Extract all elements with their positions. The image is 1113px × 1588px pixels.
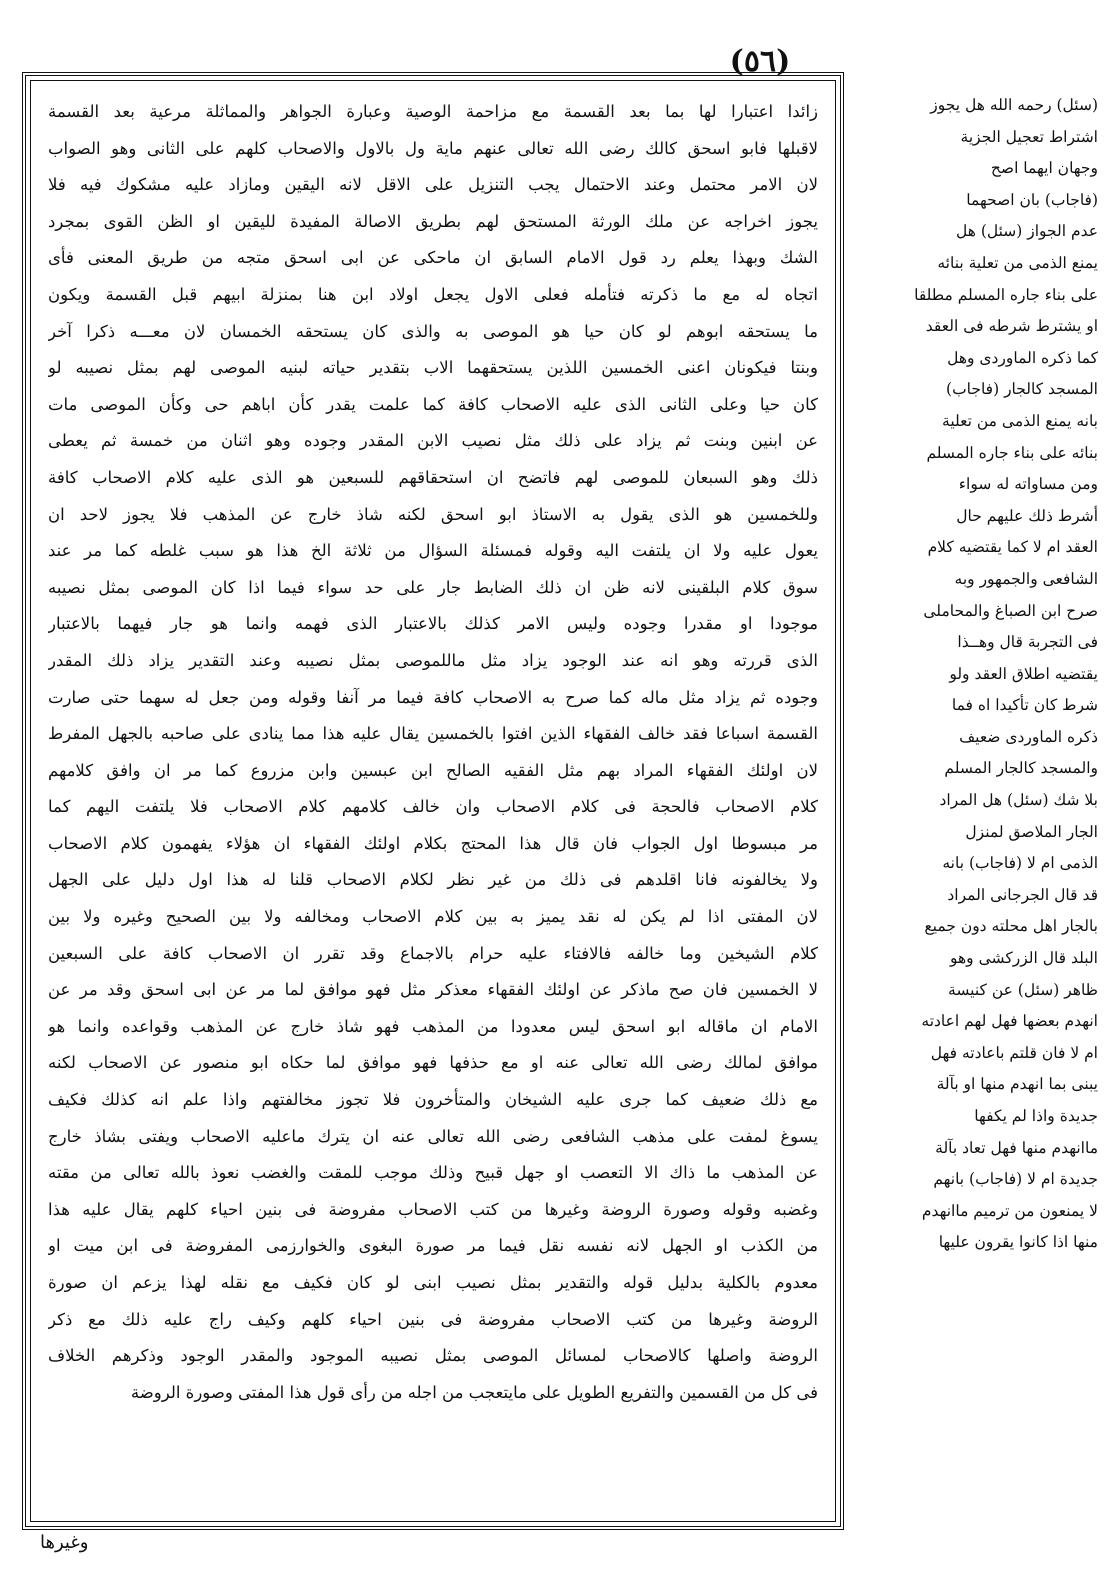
text-line: من الكذب او الجهل لانه نفسه نقل فيما مر صورة البغوى والخوارزمى المفروضة فى ابن ميت او (48, 1236, 818, 1256)
margin-line: ظاهر (سئل) عن كنيسة (948, 980, 1098, 999)
text-line: معدوم بالكلية بدليل قوله والتقدير بمثل نصيب ابنى لو كان فكيف مع نقله لهذا يزعم ان صورة (48, 1273, 818, 1292)
text-line: الشك وبهذا يعلم رد قول الامام السابق ان ماحكى عن ابى اسحق متجه من طريق المعنى فأى (48, 248, 818, 268)
margin-line: الشافعى والجمهور وبه (954, 569, 1098, 588)
text-line: وللخمسين هو الذى يقول به الاستاذ ابو اسحق لكنه شاذ خارج عن المذهب فلا يجوز لاحد ان (48, 504, 818, 524)
margin-line: كما ذكره الماوردى وهل (947, 348, 1098, 367)
text-line: لان الامر محتمل وعند الاحتمال يجب التنزيل على الاقل لانه اليقين ومازاد عليه مشكوك فيه فلا (48, 175, 818, 195)
text-line: يجوز اخراجه عن ملك الورثة المستحق لهم بطريق الاصالة المفيدة لليقين او الظن القوى بمجرد (48, 211, 818, 231)
margin-line: يقتضيه اطلاق العقد ولو (949, 664, 1098, 683)
margin-line: بنائه على بناء جاره المسلم (926, 443, 1098, 462)
margin-line: وجهان ايهما اصح (990, 159, 1098, 178)
margin-line: انهدم بعضها فهل لهم اعادته (921, 1012, 1098, 1031)
text-line: لان المفتى اذا لم يكن له نقد يميز به بين كلام الاصحاب ومخالفه ولا بين الصحيح وغيره ولا بين (48, 907, 818, 927)
text-line: الذى قررته وهو انه عند الوجود يزاد مثل ماللموصى بمثل نصيبه وعند التقدير يزاد ذلك المقدر (48, 650, 818, 670)
margin-line: ذكره الماوردى ضعيف (959, 727, 1098, 746)
main-text-frame (22, 72, 844, 1530)
text-line: ما يستحقه ابوهم لو كان حيا هو الموصى به والذى كان يستحقه الخمسان لان معـــه ذكرا آخر (48, 321, 818, 341)
text-line: مر مبسوطا اول الجواب فان قال هذا المحتج بكلام اولئك الفقهاء ان هؤلاء يفهمون كلام الاصحاب (48, 833, 818, 853)
text-line: ذلك وهو السبعان للموصى لهم فاتضح ان استحقاقهم للسبعين هو الذى عليه كلام الاصحاب كافة (48, 467, 818, 487)
catchword: وغيرها (40, 1532, 89, 1553)
margin-line: الذمى ام لا (فاجاب) بانه (942, 854, 1098, 873)
text-line: كلام الشيخين وما خالفه فالافتاء عليه حرام بالاجماع وقد تقرر ان الاصحاب كافة على السبعين (48, 943, 818, 963)
margin-line: بلا شك (سئل) هل المراد (939, 791, 1098, 810)
text-line: كان حيا وعلى الثانى الذى عليه الاصحاب كافة كما علمت يقدر كأن اباهم حى وكأن الموصى مات (48, 394, 818, 414)
margin-line: (سئل) رحمه الله هل يجوز (930, 96, 1098, 114)
margin-line: ومن مساواته له سواء (958, 475, 1098, 494)
text-line: ولا يخالفونه فانا اقلدهم فى ذلك من غير نظر لكلام الاصحاب قلنا له هذا اول دليل على الجهل (48, 870, 818, 890)
page-number: (٥٦) (729, 44, 791, 79)
text-line: عن ابنين وبنت ثم يزاد على ذلك مثل نصيب الابن المقدر وجوده وهو اثنان من خمسة ثم يعطى (48, 431, 818, 451)
margin-line: (فاجاب) بان اصحهما (966, 190, 1098, 209)
margin-line: جديدة ام لا (فاجاب) بانهم (933, 1170, 1098, 1189)
margin-line: المسجد كالجار (فاجاب) (946, 380, 1098, 399)
margin-line: صرح ابن الصباغ والمحاملى (923, 601, 1098, 620)
text-line: الامام ان ماقاله ابو اسحق ليس معدودا من المذهب فهو شاذ خارج عن المذهب وقواعده وانما هو (48, 1016, 818, 1036)
text-line: وجوده ثم يزاد مثل ماله كما صرح به الاصحاب كافة فيما مر آنفا وقوله ومن جعل له سهما حتى صارت (48, 687, 818, 707)
text-line: لا الخمسين فان صح ماذكر عن اولئك الفقهاء معذكر مثل فهو موافق لما مر عن ابى اسحق وقد مر عن (48, 980, 818, 1000)
margin-line: ماانهدم منها فهل تعاد بآلة (935, 1138, 1098, 1157)
margin-line: اشتراط تعجيل الجزية (960, 127, 1098, 146)
text-line: عن المذهب ما ذاك الا التعصب او جهل قبيح وذلك موجب للمقت والغضب نعوذ بالله تعالى من مقته (48, 1163, 818, 1183)
margin-line: لا يمنعون من ترميم ماانهدم (921, 1201, 1098, 1220)
margin-line: او يشترط شرطه فى العقد (925, 317, 1098, 336)
main-text-body (48, 94, 818, 1512)
margin-line: عدم الجواز (سئل) هل (955, 222, 1098, 241)
text-line: الروضة واصلها كالاصحاب لمسائل الموصى بمثل نصيبه الموجود والمقدر الوجود وذكرهم الخلاف (48, 1346, 818, 1366)
text-line: كلام الاصحاب فالحجة فى كلام الاصحاب وان خالف كلامهم كلام الاصحاب فلا يلتفت اليهم كما (48, 797, 818, 817)
text-line: القسمة اسباعا فقد خالف الفقهاء الذين افتوا بالخمسين يقال عليه هذا مما ينادى على صاحبه بالجهل المفرط (48, 724, 818, 744)
margin-line: أشرط ذلك عليهم حال (956, 506, 1098, 525)
text-line: مع ذلك ضعيف كما جرى عليه الشيخان والمتأخرون فلا تجوز مخالفتهم واذا علم انه كذلك فكيف (48, 1090, 818, 1110)
text-line: موافق لمالك رضى الله تعالى عنه او مع حذفها فهو موافق لما حكاه ابو منصور عن الاصحاب لكنه (48, 1053, 818, 1073)
margin-line: شرط كان تأكيدا اه فما (951, 696, 1098, 715)
margin-line: والمسجد كالجار المسلم (944, 759, 1098, 778)
text-line: وغضبه وقوله وصورة الروضة وغيرها من كتب الاصحاب مفروضة فى بنين احياء كلهم يقال عليه هذا (48, 1199, 818, 1219)
margin-line: البلد قال الزركشى وهو (949, 949, 1098, 968)
margin-line: ام لا فان قلتم باعادته فهل (930, 1043, 1098, 1062)
margin-line: العقد ام لا كما يقتضيه كلام (927, 538, 1098, 557)
margin-line: بالجار اهل محلته دون جميع (924, 917, 1098, 936)
margin-line: على بناء جاره المسلم مطلقا (914, 285, 1098, 304)
text-line: يعول عليه ولا ان يلتفت اليه وقوله فمسئلة السؤال من ثلاثة الخ هذا هو سبب غلطه كما مر عند (48, 541, 818, 561)
text-line: فى كل من القسمين والتفريع الطويل على مايتعجب من اجله من رأى قول هذا المفتى وصورة الروضة (130, 1382, 818, 1402)
text-line: يسوغ لمفت على مذهب الشافعى رضى الله تعالى عنه ان يترك ماعليه الاصحاب ويفتى بشاذ خارج (48, 1126, 818, 1146)
text-line: زائدا اعتبارا لها بما بعد القسمة مع مزاحمة الوصية وعبارة الجواهر والمماثلة مرعية بعد القسمة (48, 102, 818, 121)
text-line: لاقبلها فابو اسحق كالك رضى الله تعالى عنهم ماية ول بالاول والاصحاب كلهم على الثانى وهو الصواب (48, 138, 818, 158)
margin-line: بانه يمنع الذمى من تعلية (942, 411, 1098, 430)
text-line: لان اولئك الفقهاء المراد بهم مثل الفقيه الصالح ابن عبسين وابن مزروع كما مر ان وافق كلامهم (48, 760, 818, 780)
text-line: وبنتا فيكونان اعنى الخمسين اللذين يستحقهما الاب بتقدير حياته لبنيه الموصى لهم بمثل نصيبه لو (48, 358, 818, 378)
text-line: موجودا او مقدرا وجوده وليس الامر كذلك بالاعتبار الذى فهمه وانما هو جار فيهما بالاعتبار (48, 614, 818, 634)
margin-line: يبنى بما انهدم منها او بآلة (936, 1075, 1098, 1094)
margin-line: يمنع الذمى من تعلية بنائه (937, 253, 1098, 272)
margin-line: قد قال الجرجانى المراد (947, 885, 1098, 904)
margin-line: فى التجربة قال وهــذا (957, 633, 1098, 652)
margin-line: منها اذا كانوا يقرون عليها (938, 1233, 1098, 1252)
text-line: سوق كلام البلقينى لانه ظن ان ذلك الضابط جار على حد سواء فيما اذا كان الموصى بمثل نصيبه (48, 577, 818, 597)
margin-line: الجار الملاصق لمنزل (965, 822, 1098, 841)
margin-commentary (848, 90, 1098, 1490)
text-line: اتجاه له مع ما ذكرته فتأمله فعلى الاول يجعل اولاد ابن هنا بمنزلة ابيهم قبل القسمة ويكون (48, 284, 818, 304)
text-line: الروضة وغيرها من كتب الاصحاب مفروضة فى بنين احياء كلهم وكيف راج عليه ذلك مع ذكر (48, 1309, 818, 1329)
margin-line: جديدة واذا لم يكفها (974, 1107, 1098, 1125)
